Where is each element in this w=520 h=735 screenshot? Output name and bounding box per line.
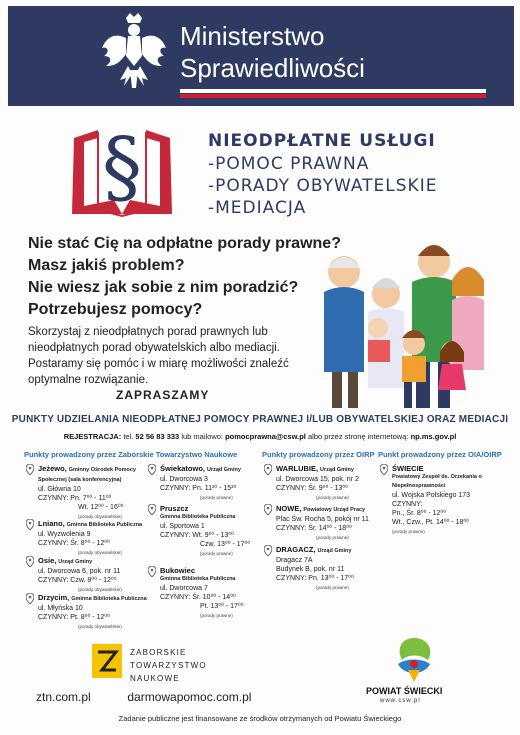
entry-name: Drzycim, <box>38 593 70 602</box>
entry-pruszcz <box>160 504 260 558</box>
column-head-oirp: Punkty prowadzony przez OIRP <box>262 450 375 459</box>
entry-street: Plac Św. Rocha 5, pokój nr 11 <box>276 516 369 523</box>
entry-hours-1: CZYNNY: Pn. 11³⁰ - 15³⁰ <box>160 485 237 492</box>
entry-name: Świekatowo, <box>160 464 206 473</box>
ztn-line-2: TOWARZYSTWO <box>130 661 207 670</box>
intro-paragraph: Skorzystaj z nieodpłatnych porad prawnych lub nieodpłatnych porad obywatelskich albo mediacji. Postaramy się pomóc i w miarę możliwości znaleźć optymalne rozwiązanie. <box>28 326 289 386</box>
location-pin-icon <box>264 545 272 556</box>
location-pin-icon <box>264 464 272 475</box>
entry-name: WARLUBIE, <box>276 464 319 473</box>
entry-sub: Powiatowy Urząd Pracy <box>303 507 366 513</box>
question-3: Nie wiesz jak sobie z nim poradzić? <box>28 279 299 296</box>
entry-warlubie <box>276 464 376 502</box>
ministry-header <box>8 6 514 106</box>
flag-red-stripe <box>180 94 486 98</box>
location-pin-icon <box>380 464 388 475</box>
entry-note: (porady prawne) <box>316 535 349 540</box>
entry-bukowiec <box>160 566 260 620</box>
entry-hours-1: CZYNNY: Pn. 7⁰⁰ - 11⁰⁰ <box>38 495 112 502</box>
entry-hours-2: Pt. 13⁰⁰ - 17⁰⁰ <box>200 603 244 610</box>
entry-name: Osie, <box>38 556 57 565</box>
registration-web-prefix: albo przez stronę internetową: <box>308 432 409 441</box>
entry-hours-label: CZYNNY: <box>392 501 423 508</box>
link-darmowapomoc[interactable]: darmowapomoc.com.pl <box>127 690 252 704</box>
powiat-name: POWIAT ŚWIECKI <box>366 686 443 696</box>
entry-lniano <box>38 519 148 557</box>
entry-hours-1: CZYNNY: Śr. 14⁰⁰ - 18⁰⁰ <box>276 525 352 532</box>
entry-sub: Powiatowy Zespół ds. Orzekania o Niepełnosprawności <box>392 474 482 489</box>
services-title: NIEODPŁATNE USŁUGI <box>208 131 436 151</box>
ztn-line-3: NAUKOWE <box>130 674 180 683</box>
registration-phone[interactable]: 52 56 83 333 <box>135 432 180 441</box>
entry-name: ŚWIECIE <box>392 464 424 473</box>
ztn-logo-icon <box>92 644 122 678</box>
entry-hours-1: Pn., Śr. 8⁰⁰ - 12⁰⁰ <box>392 510 447 517</box>
entry-note: (porady obywatelskie) <box>78 624 122 629</box>
service-legal-aid: -POMOC PRAWNA <box>208 154 370 174</box>
entry-street: ul. Dworcowa 7 <box>160 585 208 592</box>
ministry-title-line2: Sprawiedliwości <box>180 53 365 83</box>
entry-hours-1: CZYNNY: Pt. 8⁰⁰ - 12⁰⁰ <box>38 614 110 621</box>
location-pin-icon <box>26 464 34 475</box>
entry-nowe <box>276 504 376 542</box>
entry-swiekatowo <box>160 464 260 502</box>
white-eagle-emblem-icon <box>100 12 168 94</box>
entry-hours-2: Wt. 12⁰⁰ - 16⁰⁰ <box>78 504 124 511</box>
entry-hours-1: CZYNNY: Czw. 8⁰⁰ - 12⁰⁰ <box>38 577 117 584</box>
entry-osie <box>38 556 148 594</box>
entry-dragacz <box>276 545 376 592</box>
entry-street: ul. Dworcowa 15, pok. nr 2 <box>276 476 359 483</box>
ministry-title <box>180 20 365 84</box>
registration-mail-prefix: lub mailowo: <box>181 432 223 441</box>
entry-street: ul. Młyńska 10 <box>38 605 83 612</box>
link-ztn[interactable]: ztn.com.pl <box>36 690 91 704</box>
location-pin-icon <box>26 519 34 530</box>
ztn-line-1: ZABORSKIE <box>130 648 187 657</box>
location-pin-icon <box>148 464 156 475</box>
entry-hours-1: CZYNNY: Wt. 9⁰⁰ - 13⁰⁰ <box>160 532 234 539</box>
points-title: PUNKTY UDZIELANIA NIEODPŁATNEJ POMOCY PRAWNEJ I/LUB OBYWATELSKIEJ ORAZ MEDIACJI <box>11 414 509 425</box>
registration-line <box>0 432 520 441</box>
registration-tel-prefix: tel. <box>123 432 134 441</box>
powiat-url[interactable]: www.csw.pl <box>380 698 421 704</box>
entry-jezewo <box>38 464 148 521</box>
entry-sub: Urząd Gminy <box>320 467 354 473</box>
entry-name: NOWE, <box>276 504 302 513</box>
entry-name: Lniano, <box>38 519 65 528</box>
ministry-title-line1: Ministerstwo <box>180 21 325 51</box>
entry-note: (porady obywatelskie) <box>78 587 122 592</box>
entry-swiecie <box>392 464 510 536</box>
entry-note: (porady obywatelskie) <box>78 514 122 519</box>
question-2: Masz jakiś problem? <box>28 257 185 274</box>
entry-sub: Urząd Gminy <box>317 548 352 554</box>
entry-sub: Urząd Gminy <box>58 559 93 565</box>
entry-note: (porady prawne) <box>200 495 233 500</box>
entry-sub: Gminny Ośrodek Pomocy Społecznej (sala konferencyjna) <box>38 467 136 483</box>
location-pin-icon <box>148 566 156 577</box>
entry-street-2: Budynek B, pok. nr 11 <box>276 566 345 573</box>
entry-hours-1: CZYNNY: Śr. 10⁰⁰ - 14⁰⁰ <box>160 594 236 601</box>
registration-email[interactable]: pomocprawna@csw.pl <box>225 432 306 441</box>
ztn-name <box>130 646 207 685</box>
entry-street: ul. Dworcowa 3 <box>160 476 208 483</box>
entry-note: (porady prawne) <box>200 613 233 618</box>
entry-street: ul. Sportowa 1 <box>160 523 205 530</box>
entry-street: ul. Dworcowa 6, pok. nr 11 <box>38 568 121 575</box>
entry-name: Jeżewo, <box>38 464 67 473</box>
funding-note: Zadanie publiczne jest finansowane ze środków otrzymanych od Powiatu Świeckiego <box>118 714 402 723</box>
entry-hours-1: CZYNNY: Pn. 13⁰⁰ - 17⁰⁰ <box>276 575 354 582</box>
location-pin-icon <box>264 504 272 515</box>
footer-links <box>36 690 251 704</box>
invite-text: ZAPRASZAMY <box>116 388 210 402</box>
powiat-swiecki-logo-icon <box>388 634 440 686</box>
svg-text:§: § <box>102 120 142 213</box>
flag-white-stripe <box>180 89 486 93</box>
entry-hours-2: Czw. 13⁰⁰ - 17⁰⁰ <box>200 541 251 548</box>
family-illustration <box>302 232 492 412</box>
entry-note: (porady obywatelskie) <box>78 550 122 555</box>
entry-note: (porady prawne) <box>316 495 349 500</box>
entry-drzycim <box>38 593 154 631</box>
column-head-oia-oirp: Punkt prowadzony przez OIA/OIRP <box>378 450 502 459</box>
entry-sub: Urząd Gminy <box>206 467 241 473</box>
entry-street: ul. Główna 10 <box>38 486 81 493</box>
location-pin-icon <box>148 504 156 515</box>
entry-hours-2: Wt., Czw., Pt. 14⁰⁰ - 18⁰⁰ <box>392 519 469 526</box>
registration-website[interactable]: np.ms.gov.pl <box>410 432 457 441</box>
question-1: Nie stać Cię na odpłatne porady prawne? <box>28 235 341 252</box>
column-head-ztn: Punkty prowadzony przez Zaborskie Towarzystwo Naukowe <box>24 450 238 459</box>
entry-name: Bukowiec <box>160 566 196 575</box>
entry-street: ul. Wyzwolenia 9 <box>38 531 91 538</box>
entry-hours-1: CZYNNY: Śr. 9⁰⁰ - 13⁰⁰ <box>276 485 348 492</box>
service-mediation: -MEDIACJA <box>208 198 307 218</box>
question-4: Potrzebujesz pomocy? <box>28 301 203 318</box>
entry-sub: Gminna Biblioteka Publiczna <box>66 522 143 528</box>
entry-street: Dragacz 7A <box>276 557 313 564</box>
entry-name: DRAGACZ, <box>276 545 316 554</box>
entry-sub: Gminna Biblioteka Publiczna <box>71 596 147 602</box>
entry-name: Pruszcz <box>160 504 189 513</box>
location-pin-icon <box>26 556 34 567</box>
registration-label: REJESTRACJA: <box>63 432 122 441</box>
entry-sub: Gminna Biblioteka Publiczna <box>160 514 236 520</box>
entry-note: (porady prawne) <box>392 529 425 534</box>
entry-note: (porady prawne) <box>200 551 233 556</box>
paragraph-book-logo-icon <box>68 118 176 222</box>
entry-sub: Gminna Biblioteka Publiczna <box>160 576 236 582</box>
entry-hours-1: CZYNNY: Śr. 8⁰⁰ - 12⁰⁰ <box>38 540 110 547</box>
service-civic-advice: -PORADY OBYWATELSKIE <box>208 176 438 196</box>
location-pin-icon <box>26 593 34 604</box>
entry-street: ul. Wojska Polskiego 173 <box>392 492 471 499</box>
entry-note: (porady prawne) <box>316 585 349 590</box>
